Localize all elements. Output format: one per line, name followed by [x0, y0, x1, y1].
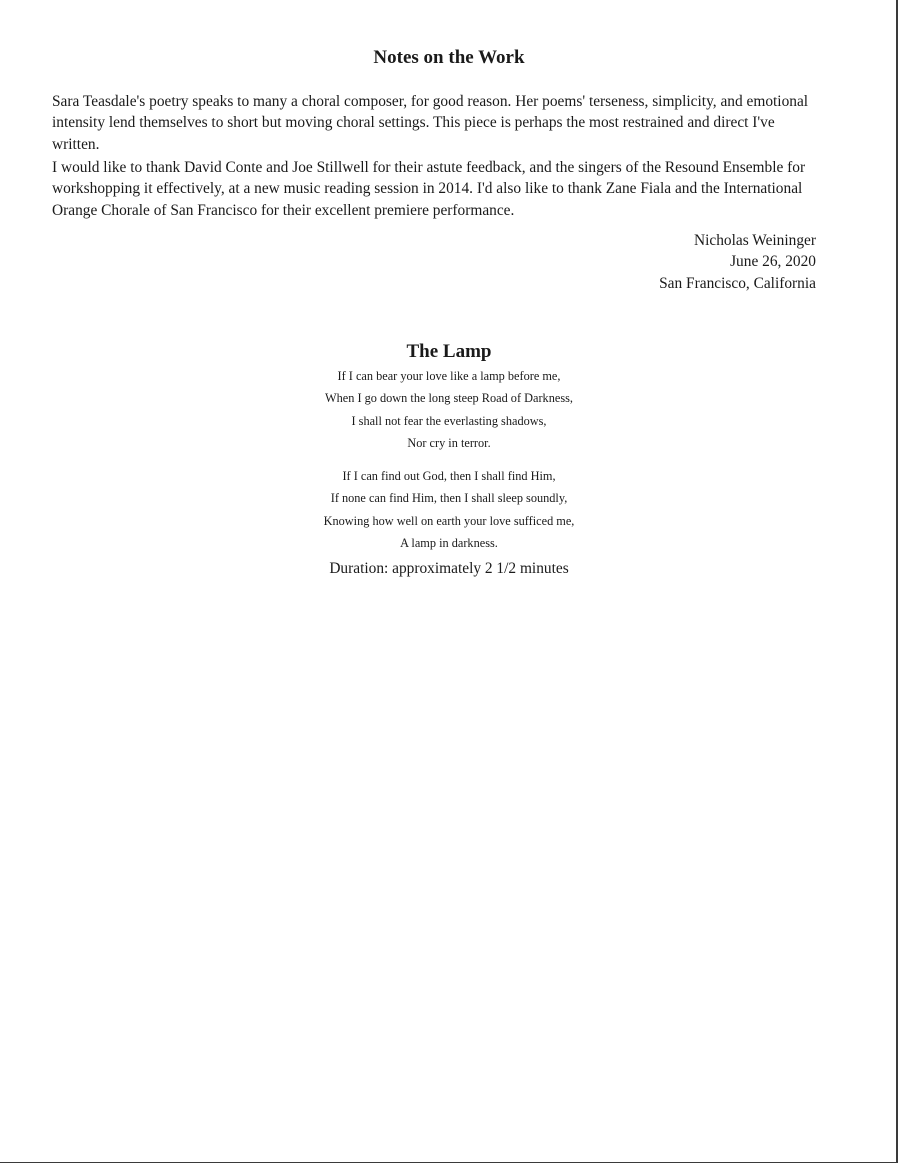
notes-paragraph-2: I would like to thank David Conte and Joe Stillwell for their astute feedback, and the singers of the Resound Ensemble for workshopping it effectively, at a new music reading session in 2014. I'd also like to thank Zane Fiala and the International Orange Chorale of San Francisco for their excellent premiere performance.: [52, 159, 806, 219]
notes-paragraph-1: Sara Teasdale's poetry speaks to many a choral composer, for good reason. Her poems' terseness, simplicity, and emotional intensity lend themselves to short but moving choral settings. This piece is perhaps the most restrained and direct I've written.: [52, 93, 809, 153]
poem-line: When I go down the long steep Road of Darkness,: [325, 391, 573, 406]
signature-date: June 26, 2020: [730, 253, 816, 271]
signature-name: Nicholas Weininger: [694, 232, 816, 249]
poem-line: Knowing how well on earth your love sufficed me,: [323, 513, 575, 528]
signature-block: [659, 230, 816, 294]
poem-title: The Lamp: [406, 341, 492, 362]
poem-stanza-1: [0, 365, 898, 454]
poem-line: A lamp in darkness.: [400, 535, 498, 550]
poem-line: If none can find Him, then I shall sleep soundly,: [330, 491, 568, 506]
duration-text: Duration: approximately 2 1/2 minutes: [329, 560, 569, 577]
poem-line: I shall not fear the everlasting shadows,: [351, 413, 547, 428]
poem-line: If I can bear your love like a lamp before me,: [337, 369, 561, 383]
signature-place: San Francisco, California: [659, 274, 816, 292]
poem-stanza-2: [0, 465, 898, 554]
notes-title: Notes on the Work: [373, 47, 525, 68]
poem-line: If I can find out God, then I shall find Him,: [342, 469, 556, 483]
poem-line: Nor cry in terror.: [407, 435, 491, 450]
